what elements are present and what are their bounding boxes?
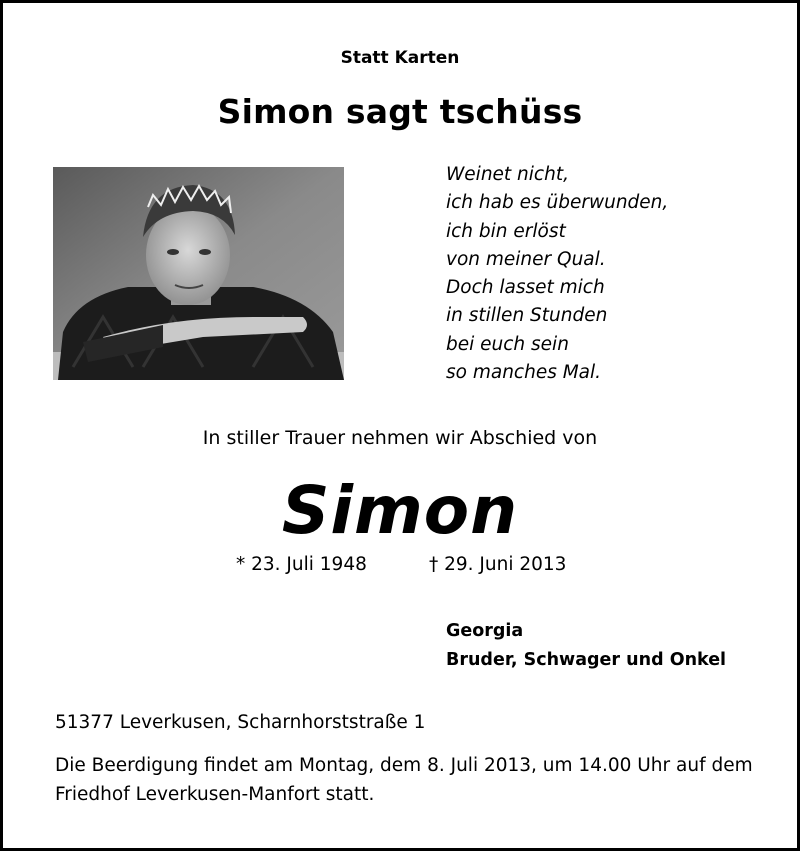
statt-karten-label: Statt Karten bbox=[340, 48, 460, 68]
poem-line: in stillen Stunden bbox=[446, 305, 608, 327]
headline: Simon sagt tschüss bbox=[217, 92, 583, 131]
poem-line: so manches Mal. bbox=[446, 362, 602, 384]
poem-line: ich bin erlöst bbox=[446, 220, 566, 242]
poem-line: Weinet nicht, bbox=[446, 164, 569, 185]
family-relations: Bruder, Schwager und Onkel bbox=[446, 650, 727, 670]
family-name: Georgia bbox=[446, 621, 524, 641]
death-date: † 29. Juni 2013 bbox=[429, 554, 567, 575]
funeral-info: Die Beerdigung findet am Montag, dem 8. Juli 2013, um 14.00 Uhr auf dem Friedhof Leverkusen-Manfort statt. bbox=[55, 755, 753, 805]
poem bbox=[446, 161, 668, 387]
birth-date: * 23. Juli 1948 bbox=[236, 554, 367, 575]
address: 51377 Leverkusen, Scharnhorststraße 1 bbox=[55, 712, 426, 733]
portrait-photo bbox=[53, 167, 344, 380]
family-signature bbox=[446, 617, 726, 675]
farewell-intro: In stiller Trauer nehmen wir Abschied von bbox=[202, 427, 598, 449]
poem-line: Doch lasset mich bbox=[446, 277, 605, 299]
deceased-name: Simon bbox=[281, 472, 519, 549]
portrait-image bbox=[53, 167, 344, 380]
poem-line: ich hab es überwunden, bbox=[446, 192, 669, 214]
poem-line: bei euch sein bbox=[446, 333, 569, 355]
poem-line: von meiner Qual. bbox=[446, 248, 606, 270]
